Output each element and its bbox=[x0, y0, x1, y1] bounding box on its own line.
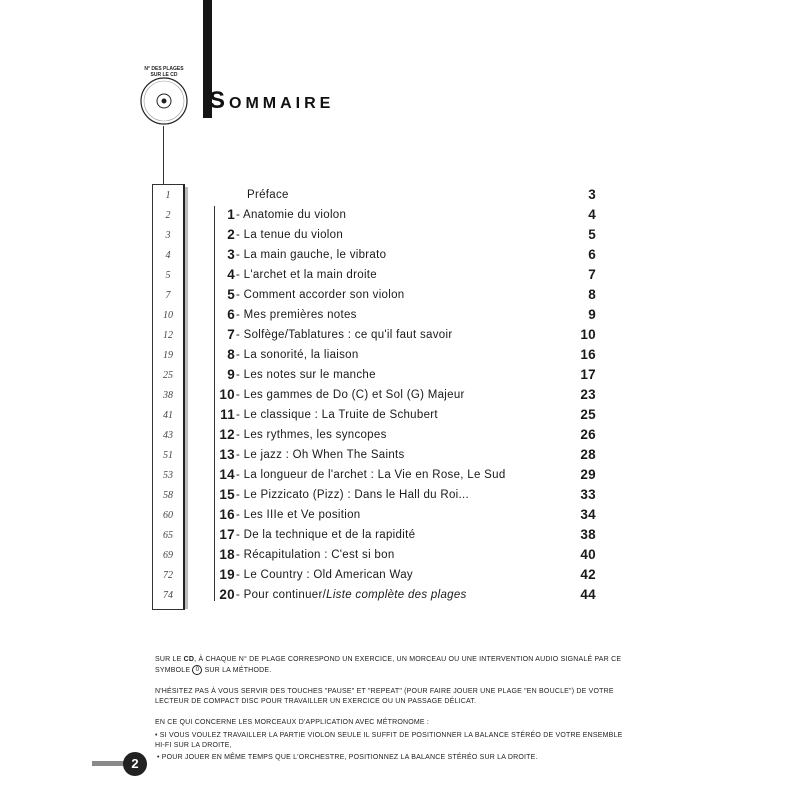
page-ref: 26 bbox=[580, 427, 596, 442]
chapter-title: - Récapitulation : C'est si bon bbox=[236, 549, 395, 561]
track-number: 53 bbox=[163, 470, 173, 481]
track-number: 1 bbox=[165, 190, 171, 201]
page-ref: 28 bbox=[580, 447, 596, 462]
track-number: 19 bbox=[163, 350, 173, 361]
chapter-title: - Les IIIe et Ve position bbox=[236, 509, 361, 521]
footer-bullet-2: • POUR JOUER EN MÊME TEMPS QUE L'ORCHESTRE, POSITIONNEZ LA BALANCE STÉRÉO SUR LA DROITE. bbox=[157, 754, 538, 761]
chapter-title: - Anatomie du violon bbox=[236, 209, 347, 221]
chapter-title: - La sonorité, la liaison bbox=[236, 349, 359, 361]
chapter-title: - Les notes sur le manche bbox=[236, 369, 376, 381]
page-ref: 17 bbox=[580, 367, 596, 382]
track-number: 69 bbox=[163, 550, 173, 561]
page-ref: 3 bbox=[588, 187, 596, 202]
chapter-number: 2 bbox=[227, 227, 235, 242]
track-number: 12 bbox=[163, 330, 173, 341]
page-ref: 10 bbox=[580, 327, 596, 342]
toc-entry[interactable] bbox=[200, 365, 600, 385]
chapter-title: - De la technique et de la rapidité bbox=[236, 529, 416, 541]
track-number: 4 bbox=[165, 250, 171, 261]
toc-entry[interactable] bbox=[200, 445, 600, 465]
page-ref: 7 bbox=[588, 267, 596, 282]
track-number: 43 bbox=[163, 430, 173, 441]
toc-entry[interactable] bbox=[200, 585, 600, 605]
chapter-number: 7 bbox=[227, 327, 235, 342]
track-number: 5 bbox=[165, 270, 171, 281]
chapter-number: 8 bbox=[227, 347, 235, 362]
track-number: 74 bbox=[163, 590, 173, 601]
track-number: 60 bbox=[163, 510, 173, 521]
cd-connector-line bbox=[163, 126, 164, 184]
chapter-title: - Le classique : La Truite de Schubert bbox=[236, 409, 438, 421]
chapter-title: - Le Country : Old American Way bbox=[236, 569, 413, 581]
chapter-title: - Mes premières notes bbox=[236, 309, 357, 321]
chapter-number: 9 bbox=[227, 367, 235, 382]
track-number: 7 bbox=[165, 290, 171, 301]
chapter-number: 13 bbox=[219, 447, 235, 462]
chapter-title: - Le jazz : Oh When The Saints bbox=[236, 449, 405, 461]
toc-entry[interactable] bbox=[200, 205, 600, 225]
footer-bullet-1: • SI VOUS VOULEZ TRAVAILLER LA PARTIE VIOLON SEULE IL SUFFIT DE POSITIONNER LA BALANCE STÉRÉO DE VOTRE ENSEMBLE HI-FI SUR LA DROITE, bbox=[155, 732, 623, 749]
toc-entry[interactable] bbox=[200, 425, 600, 445]
track-number: 3 bbox=[165, 230, 171, 241]
page-ref: 29 bbox=[580, 467, 596, 482]
toc-entry[interactable] bbox=[200, 345, 600, 365]
footer-paragraph-cd: SUR LE CD, À CHAQUE N° DE PLAGE CORRESPOND UN EXERCICE, UN MORCEAU OU UNE INTERVENTION AUDIO SIGNALÉ PAR CE SYMBOLE 0 SUR LA MÉTHODE. bbox=[155, 656, 622, 674]
page-ref: 9 bbox=[588, 307, 596, 322]
chapter-number: 4 bbox=[227, 267, 235, 282]
chapter-number: 1 bbox=[227, 207, 235, 222]
toc-entry[interactable] bbox=[200, 305, 600, 325]
chapter-title: - Solfège/Tablatures : ce qu'il faut savoir bbox=[236, 329, 453, 341]
chapter-title: - La tenue du violon bbox=[236, 229, 344, 241]
cd-tracks-label: N° DES PLAGES SUR LE CD bbox=[144, 66, 184, 78]
cd-symbol-icon: 0 bbox=[192, 665, 202, 675]
chapter-title: - Les gammes de Do (C) et Sol (G) Majeur bbox=[236, 389, 465, 401]
chapter-number: 20 bbox=[219, 587, 235, 602]
page-ref: 4 bbox=[588, 207, 596, 222]
track-number: 65 bbox=[163, 530, 173, 541]
page-ref: 42 bbox=[580, 567, 596, 582]
chapter-title: - L'archet et la main droite bbox=[236, 269, 377, 281]
track-number: 51 bbox=[163, 450, 173, 461]
toc-entry[interactable] bbox=[200, 325, 600, 345]
track-number: 25 bbox=[163, 370, 173, 381]
page-ref: 6 bbox=[588, 247, 596, 262]
page-ref: 38 bbox=[580, 527, 596, 542]
toc-entry[interactable] bbox=[200, 405, 600, 425]
toc-entry[interactable] bbox=[200, 525, 600, 545]
page-ref: 34 bbox=[580, 507, 596, 522]
chapter-number: 15 bbox=[219, 487, 235, 502]
track-number: 10 bbox=[163, 310, 173, 321]
chapter-number: 19 bbox=[219, 567, 235, 582]
page-ref: 44 bbox=[580, 587, 596, 602]
toc-entry[interactable] bbox=[200, 185, 600, 205]
chapter-number: 17 bbox=[219, 527, 235, 542]
chapter-title: - Pour continuer/Liste complète des plages bbox=[236, 589, 467, 601]
track-number: 58 bbox=[163, 490, 173, 501]
toc-entry[interactable] bbox=[200, 565, 600, 585]
toc-entry[interactable] bbox=[200, 545, 600, 565]
page-title: SOMMAIRE bbox=[209, 87, 335, 114]
chapter-title: Préface bbox=[247, 189, 289, 201]
page-ref: 40 bbox=[580, 547, 596, 562]
chapter-title: - Le Pizzicato (Pizz) : Dans le Hall du Roi... bbox=[236, 489, 470, 501]
page-ref: 23 bbox=[580, 387, 596, 402]
chapter-number: 5 bbox=[227, 287, 235, 302]
chapter-number: 14 bbox=[219, 467, 235, 482]
track-number: 2 bbox=[165, 210, 171, 221]
footer-paragraph-buttons: N'HÉSITEZ PAS À VOUS SERVIR DES TOUCHES "PAUSE" ET "REPEAT" (POUR FAIRE JOUER UNE PLAGE "EN BOUCLE") DE VOTRE LECTEUR DE COMPACT DISC POUR TRAVAILLER UN EXERCICE OU UN PASSAGE DÉLICAT. bbox=[155, 688, 614, 705]
page-number: 2 bbox=[123, 752, 147, 776]
chapter-number: 11 bbox=[220, 407, 235, 422]
chapter-title: - La longueur de l'archet : La Vie en Rose, Le Sud bbox=[236, 469, 506, 481]
toc-entry[interactable] bbox=[200, 225, 600, 245]
chapter-number: 3 bbox=[227, 247, 235, 262]
page-ref: 8 bbox=[588, 287, 596, 302]
toc-entry[interactable] bbox=[200, 285, 600, 305]
toc-entry[interactable] bbox=[200, 265, 600, 285]
track-number: 72 bbox=[163, 570, 173, 581]
footer-paragraph-metronome: EN CE QUI CONCERNE LES MORCEAUX D'APPLICATION AVEC MÉTRONOME : bbox=[155, 719, 430, 726]
toc-entry[interactable] bbox=[200, 245, 600, 265]
toc-entry[interactable] bbox=[200, 485, 600, 505]
cd-icon bbox=[139, 76, 189, 126]
page-ref: 33 bbox=[580, 487, 596, 502]
chapter-title: - Les rythmes, les syncopes bbox=[236, 429, 387, 441]
page-number-bar bbox=[92, 761, 124, 766]
chapter-number: 10 bbox=[219, 387, 235, 402]
track-number: 41 bbox=[163, 410, 173, 421]
toc-entry[interactable] bbox=[200, 385, 600, 405]
chapter-number: 18 bbox=[219, 547, 235, 562]
page-ref: 16 bbox=[580, 347, 596, 362]
chapter-number: 16 bbox=[219, 507, 235, 522]
chapter-number: 12 bbox=[219, 427, 235, 442]
track-number: 38 bbox=[163, 390, 173, 401]
track-number-column bbox=[152, 184, 185, 610]
toc-entry[interactable] bbox=[200, 465, 600, 485]
chapter-number: 6 bbox=[227, 307, 235, 322]
page-ref: 5 bbox=[588, 227, 596, 242]
chapter-title: - La main gauche, le vibrato bbox=[236, 249, 387, 261]
page-ref: 25 bbox=[580, 407, 596, 422]
chapter-title: - Comment accorder son violon bbox=[236, 289, 405, 301]
toc-entry[interactable] bbox=[200, 505, 600, 525]
